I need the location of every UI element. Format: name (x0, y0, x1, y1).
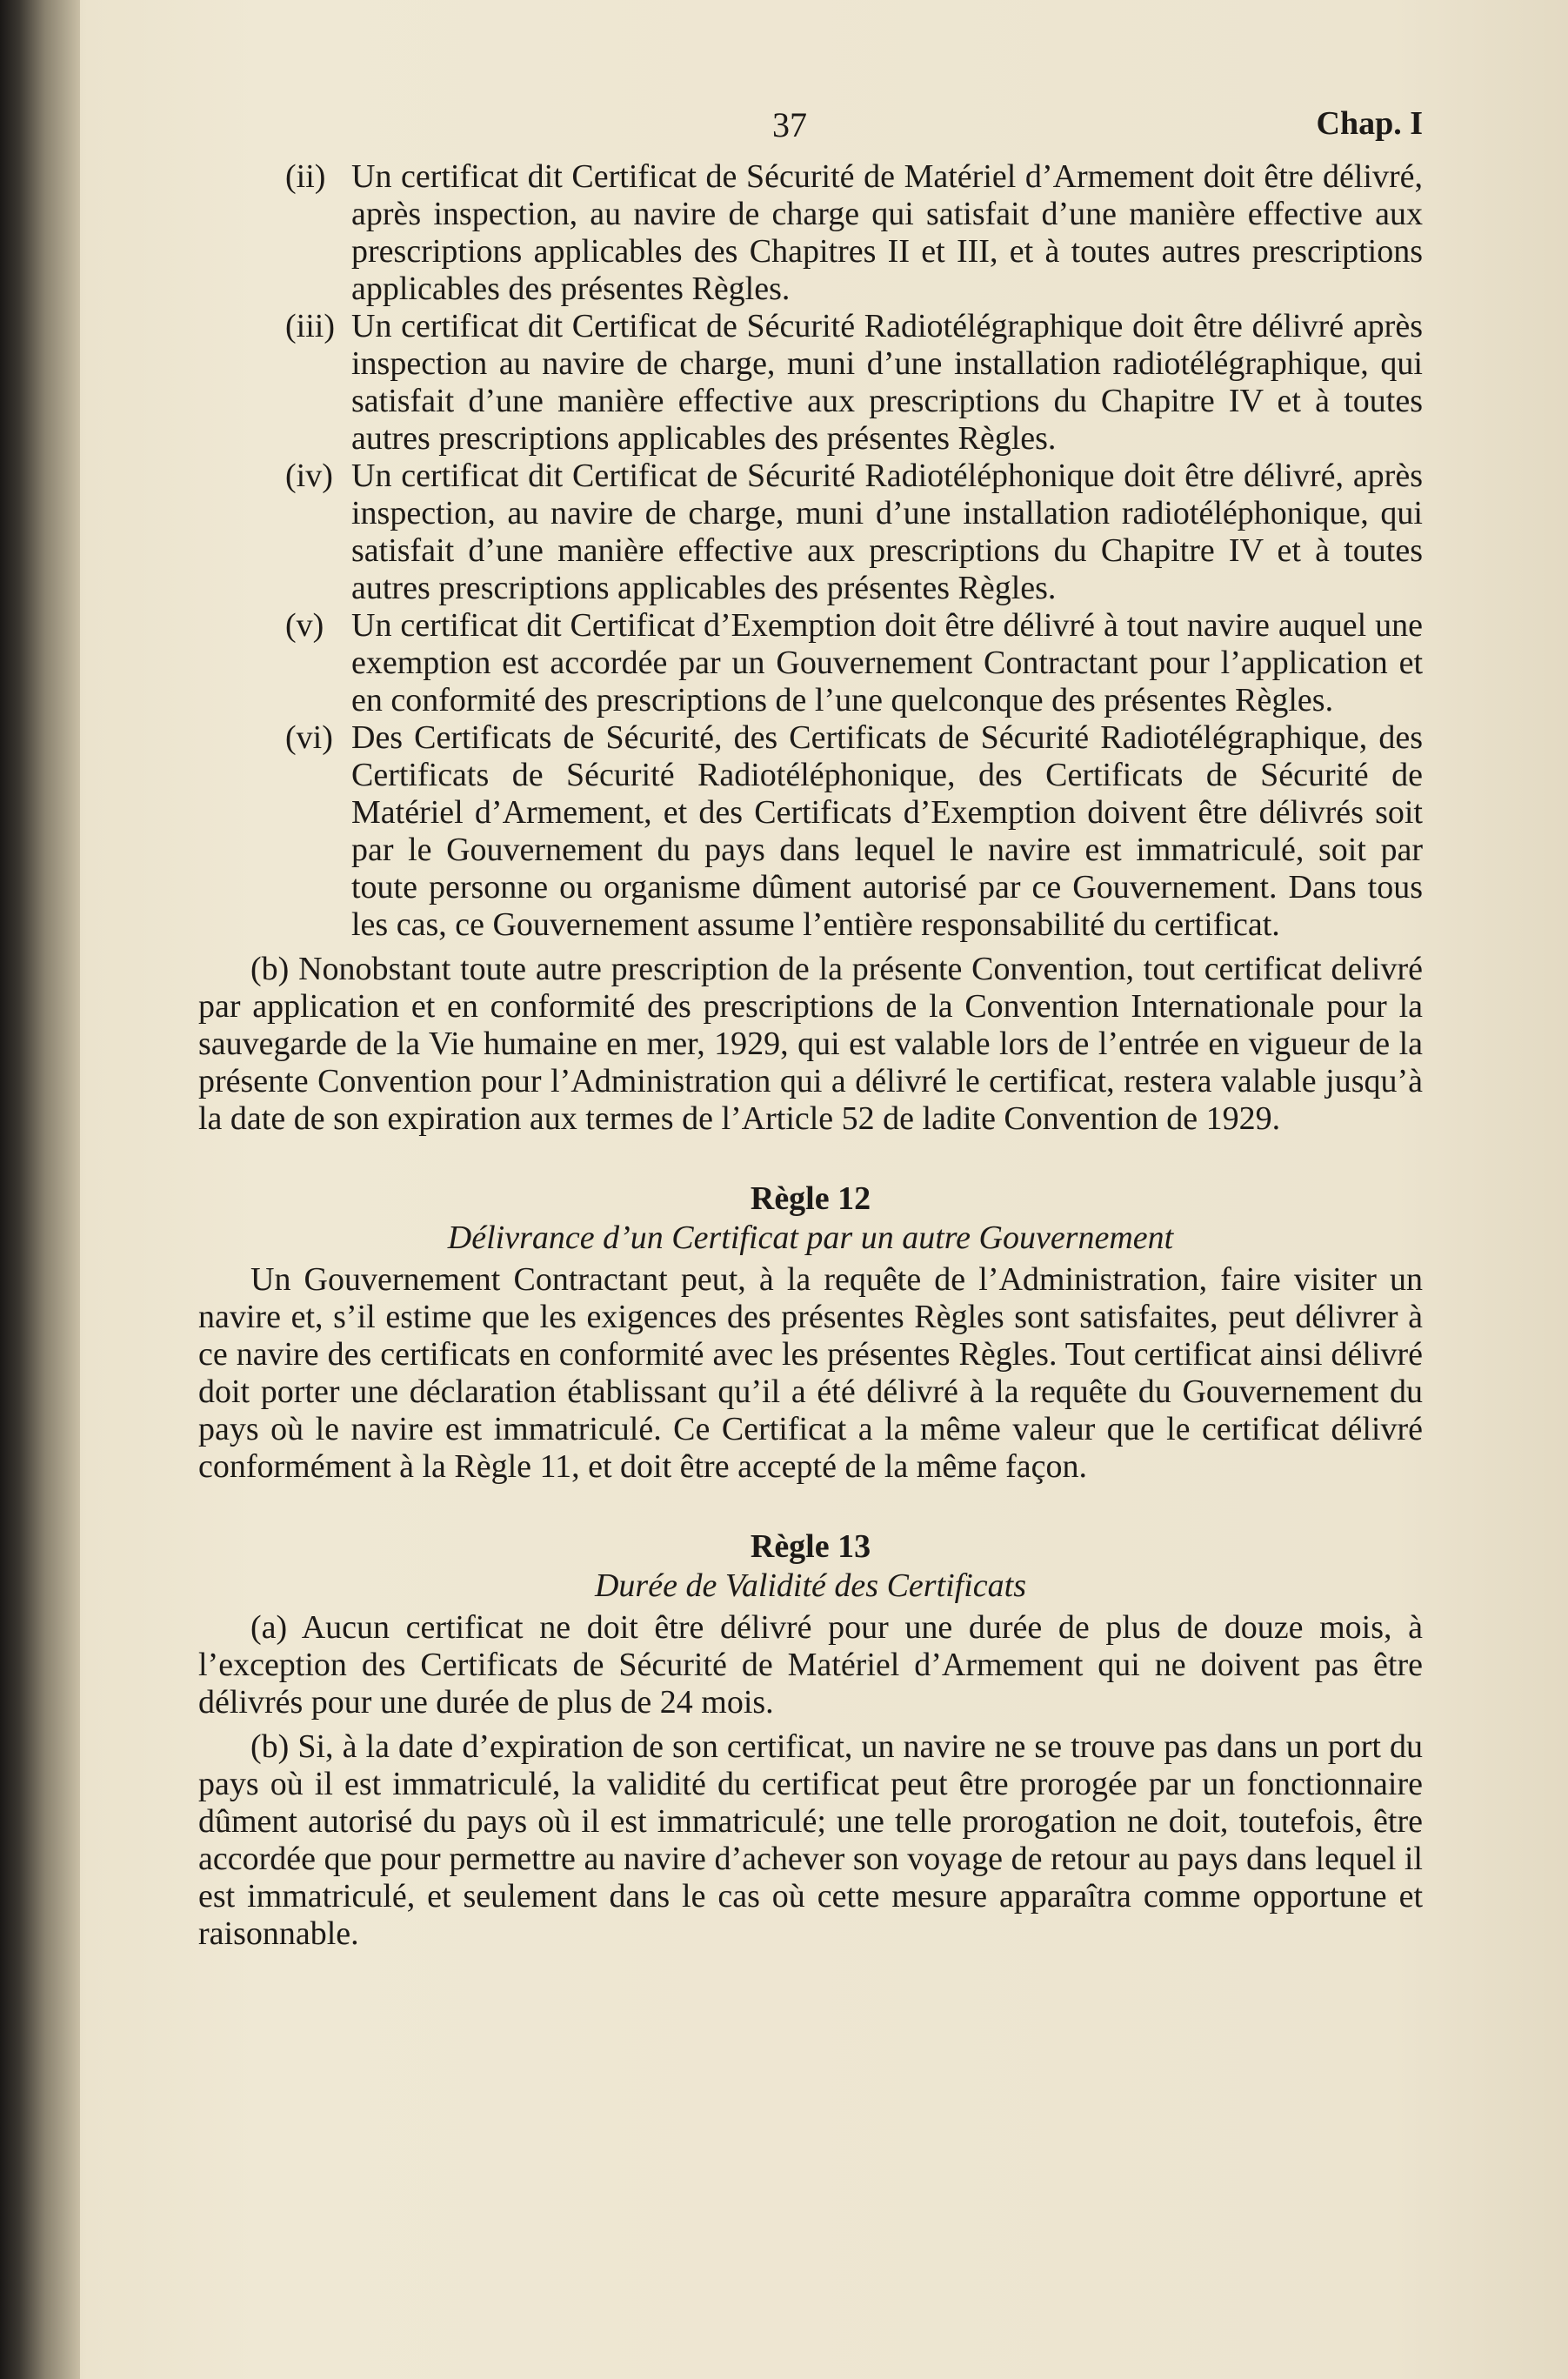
rule-13-subtitle: Durée de Validité des Certificats (594, 1567, 1027, 1604)
rule-12-text: Un Gouvernement Contractant peut, à la requête de l’Administration, faire visiter un navire et, s’il estime que les exigences des présentes Règles sont satisfaites, peut délivrer à ce navire des certificats en conformité avec les présentes Règles. Tout certificat ainsi délivré doit porter une déclaration établissant qu’il a été délivré à la requête du Gouvernement du pays où le navire est immatriculé. Ce Certificat a la même valeur que le certificat délivré conformément à la Règle 11, et doit être accepté de la même façon. (198, 1261, 1423, 1485)
rule-12-subtitle: Délivrance d’un Certificat par un autre Gouvernement (447, 1220, 1174, 1256)
book-gutter (0, 0, 80, 2379)
list-item (198, 308, 1423, 458)
list-item (198, 607, 1423, 719)
item-number: (vi) (285, 719, 333, 756)
item-text: Un certificat dit Certificat d’Exemption doit être délivré à tout navire auquel une exemption est accordée par un Gouvernement Contractant pour l’application et en conformité des prescriptions de l’une quelconque des présentes Règles. (351, 607, 1423, 718)
paragraph-b: (b) Nonobstant toute autre prescription de la présente Convention, tout certificat delivré par application et en conformité des prescriptions de la Convention Internationale pour la sauvegarde de la Vie humaine en mer, 1929, qui est valable lors de l’entrée en vigueur de la présente Convention pour l’Administration qui a délivré le certificat, restera valable jusqu’à la date de son expiration aux termes de l’Article 52 de ladite Convention de 1929. (198, 951, 1423, 1137)
item-number: (ii) (285, 158, 326, 195)
rule-12-title: Règle 12 (750, 1180, 871, 1217)
item-text: Un certificat dit Certificat de Sécurité Radiotélégraphique doit être délivré après inspection au navire de charge, muni d’une installation radiotélégraphique, qui satisfait d’une manière effective aux prescriptions du Chapitre IV et à toutes autres prescriptions applicables des présentes Règles. (351, 308, 1423, 457)
item-number: (v) (285, 607, 324, 644)
item-text: Un certificat dit Certificat de Sécurité Radiotéléphonique doit être délivré, après inspection, au navire de charge, muni d’une installation radiotéléphonique, qui satisfait d’une manière effective aux prescriptions du Chapitre IV et à toutes autres prescriptions applicables des présentes Règles. (351, 458, 1423, 606)
item-text: Des Certificats de Sécurité, des Certificats de Sécurité Radiotélégraphique, des Certificats de Sécurité Radiotéléphonique, des Certificats de Sécurité de Matériel d’Armement, et des Certificats d’Exemption doivent être délivrés soit par le Gouvernement du pays dans lequel le navire est immatriculé, soit par toute personne ou organisme dûment autorisé par ce Gouvernement. Dans tous les cas, ce Gouvernement assume l’entière responsabilité du certificat. (351, 719, 1423, 943)
list-item (198, 719, 1423, 944)
item-text: Un certificat dit Certificat de Sécurité de Matériel d’Armement doit être délivré, après inspection, au navire de charge qui satisfait d’une manière effective aux prescriptions applicables des Chapitres II et III, et à toutes autres prescriptions applicables des présentes Règles. (351, 158, 1423, 307)
page-number: 37 (772, 105, 807, 144)
chapter-label: Chap. I (1316, 105, 1423, 142)
list-item (198, 458, 1423, 607)
page-content (198, 96, 1423, 1953)
rule-13-paragraph-a: (a) Aucun certificat ne doit être délivré pour une durée de plus de douze mois, à l’exception des Certificats de Sécurité de Matériel d’Armement qui ne doivent pas être délivrés pour une durée de plus de 24 mois. (198, 1609, 1423, 1721)
item-number: (iii) (285, 308, 335, 344)
item-number: (iv) (285, 458, 333, 494)
page-header (198, 96, 1423, 158)
rule-13-paragraph-b: (b) Si, à la date d’expiration de son certificat, un navire ne se trouve pas dans un port du pays où il est immatriculé, la validité du certificat peut être prorogée par un fonctionnaire dûment autorisé du pays où il est immatriculé; une telle prorogation ne doit, toutefois, être accordée que pour permettre au navire d’achever son voyage de retour au pays dans lequel il est immatriculé, et seulement dans le cas où cette mesure apparaîtra comme opportune et raisonnable. (198, 1728, 1423, 1952)
list-item (198, 158, 1423, 308)
rule-13-title: Règle 13 (750, 1528, 871, 1565)
